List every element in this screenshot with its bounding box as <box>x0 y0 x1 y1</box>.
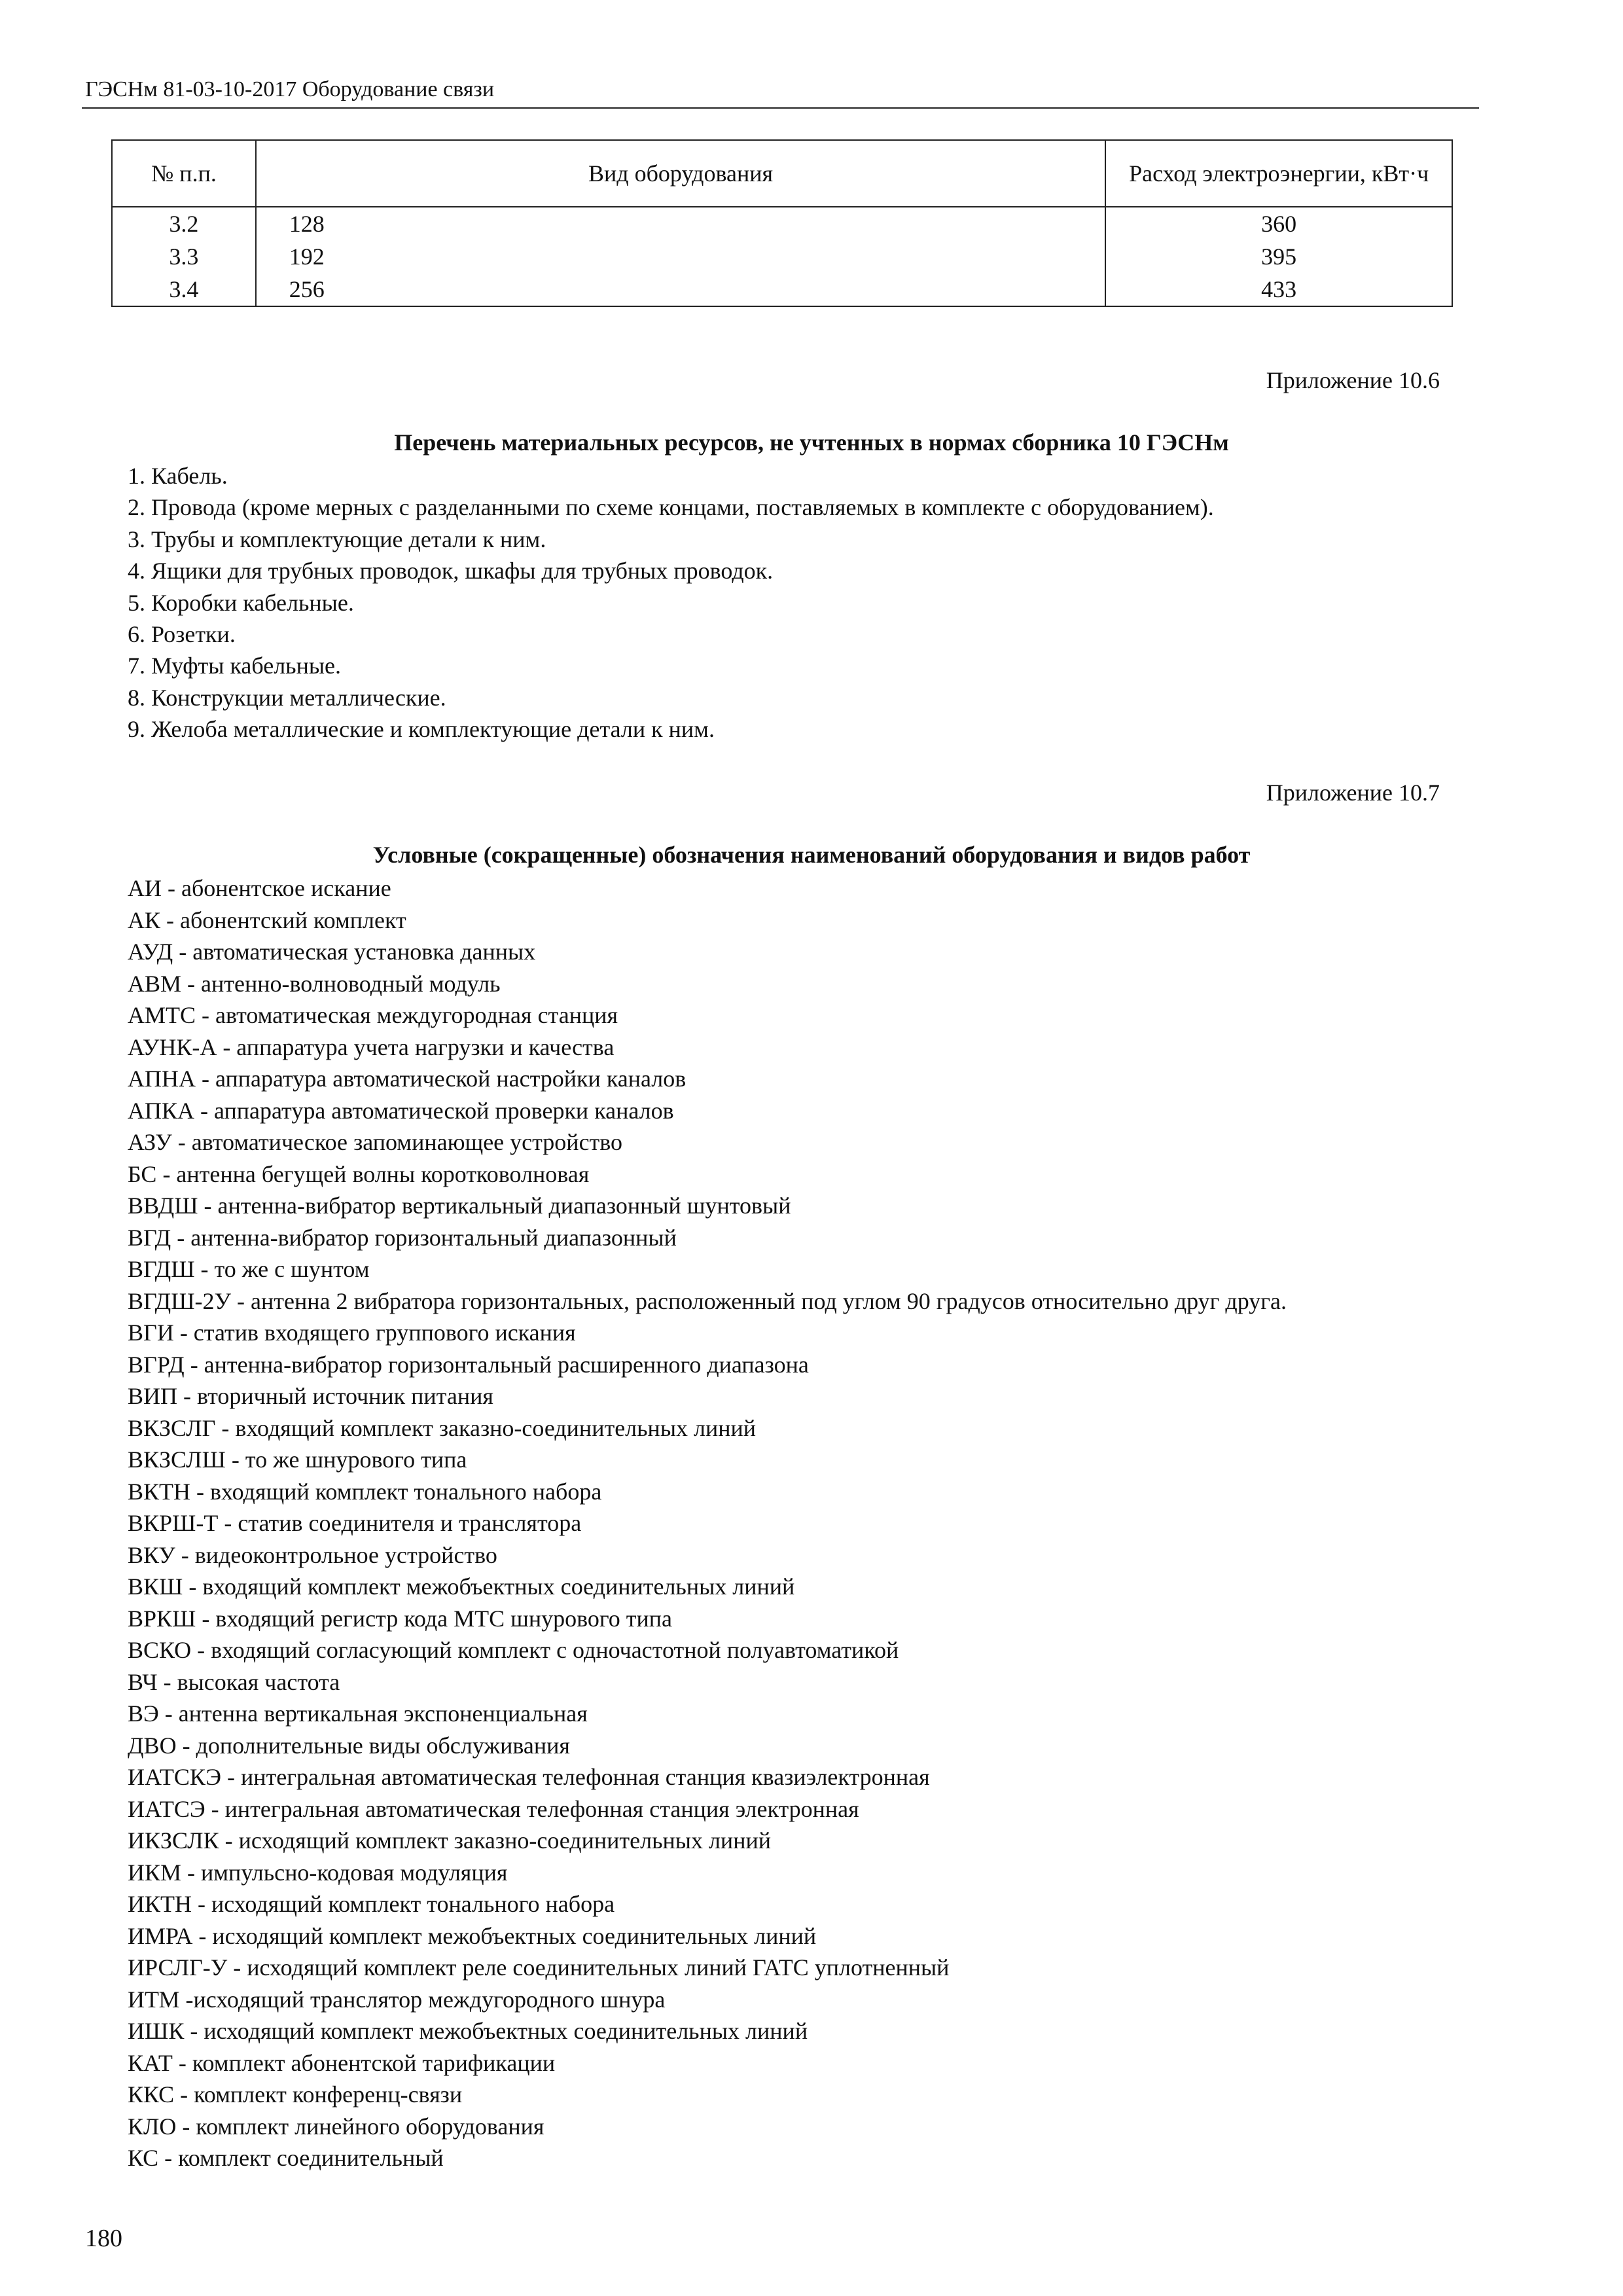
cell-number: 3.2 <box>112 207 256 240</box>
list-item: ДВО - дополнительные виды обслуживания <box>128 1732 570 1759</box>
list-item: ВГДШ-2У - антенна 2 вибратора горизонтальных, расположенный под углом 90 градусов относительно друг друга. <box>128 1287 1287 1314</box>
col-header-equipment: Вид оборудования <box>256 140 1106 207</box>
col-header-number: № п.п. <box>112 140 256 207</box>
list-item: ККС - комплект конференц-связи <box>128 2081 463 2108</box>
list-item: 4. Ящики для трубных проводок, шкафы для трубных проводок. <box>128 558 774 584</box>
list-item: 6. Розетки. <box>128 621 236 648</box>
cell-number: 3.4 <box>112 273 256 306</box>
list-item: АК - абонентский комплект <box>128 906 406 933</box>
list-item: АПНА - аппаратура автоматической настройки каналов <box>128 1066 687 1092</box>
list-item: ВКРШ-Т - статив соединителя и транслятора <box>128 1510 582 1536</box>
cell-power: 395 <box>1105 240 1452 273</box>
list-item: ИКТН - исходящий комплект тонального набора <box>128 1891 615 1917</box>
list-item: ИМРА - исходящий комплект межобъектных соединительных линий <box>128 1922 817 1949</box>
appendix-10-6-label: Приложение 10.6 <box>1266 367 1440 393</box>
list-item: ВГРД - антенна-вибратор горизонтальный расширенного диапазона <box>128 1351 809 1378</box>
list-item: АПКА - аппаратура автоматической проверки каналов <box>128 1097 674 1124</box>
cell-power: 433 <box>1105 273 1452 306</box>
list-item: 5. Коробки кабельные. <box>128 589 354 616</box>
list-item: ИШК - исходящий комплект межобъектных соединительных линий <box>128 2018 808 2044</box>
list-item: ВКТН - входящий комплект тонального набора <box>128 1478 602 1505</box>
list-item: АИ - абонентское искание <box>128 875 391 901</box>
list-item: КЛО - комплект линейного оборудования <box>128 2113 544 2140</box>
appendix-10-7-label: Приложение 10.7 <box>1266 780 1440 806</box>
list-item: ВСКО - входящий согласующий комплект с одночастотной полуавтоматикой <box>128 1637 899 1663</box>
list-item: ВИП - вторичный источник питания <box>128 1383 493 1409</box>
list-item: БС - антенна бегущей волны коротковолновая <box>128 1160 590 1187</box>
table-row <box>112 240 1452 273</box>
list-item: ВГДШ - то же с шунтом <box>128 1256 370 1282</box>
list-item: ИАТСКЭ - интегральная автоматическая телефонная станция квазиэлектронная <box>128 1764 930 1790</box>
list-item: ВКЗСЛГ - входящий комплект заказно-соединительных линий <box>128 1414 757 1441</box>
table-row <box>112 207 1452 240</box>
list-item: КС - комплект соединительный <box>128 2145 444 2171</box>
list-item: 8. Конструкции металлические. <box>128 684 446 711</box>
running-header: ГЭСНм 81-03-10-2017 Оборудование связи <box>85 77 495 101</box>
materials-list <box>128 460 1214 745</box>
list-item: ИРСЛГ-У - исходящий комплект реле соединительных линий ГАТС уплотненный <box>128 1954 950 1981</box>
appendix-10-7-title: Условные (сокращенные) обозначения наименований оборудования и видов работ <box>372 842 1251 868</box>
list-item: ИТМ -исходящий транслятор междугородного шнура <box>128 1986 666 2013</box>
appendix-10-6-title: Перечень материальных ресурсов, не учтенных в нормах сборника 10 ГЭСНм <box>394 429 1229 456</box>
list-item: ВКЗСЛШ - то же шнурового типа <box>128 1446 467 1473</box>
list-item: ВВДШ - антенна-вибратор вертикальный диапазонный шунтовый <box>128 1193 791 1219</box>
col-header-power: Расход электроэнергии, кВт·ч <box>1105 140 1452 207</box>
list-item: ВКШ - входящий комплект межобъектных соединительных линий <box>128 1573 795 1600</box>
list-item: АМТС - автоматическая междугородная станция <box>128 1002 618 1028</box>
page-number: 180 <box>85 2225 122 2252</box>
list-item: 9. Желоба металлические и комплектующие детали к ним. <box>128 716 715 743</box>
equipment-power-table <box>111 139 1453 307</box>
cell-equipment: 256 <box>256 273 1106 306</box>
list-item: ВЧ - высокая частота <box>128 1668 340 1695</box>
list-item: ВКУ - видеоконтрольное устройство <box>128 1541 497 1568</box>
list-item: ВРКШ - входящий регистр кода МТС шнурового типа <box>128 1605 673 1632</box>
table-row <box>112 273 1452 306</box>
list-item: ИАТСЭ - интегральная автоматическая телефонная станция электронная <box>128 1795 859 1822</box>
list-item: ВГИ - статив входящего группового искания <box>128 1319 576 1346</box>
list-item: 1. Кабель. <box>128 463 228 489</box>
list-item: АУД - автоматическая установка данных <box>128 939 536 965</box>
cell-equipment: 128 <box>256 207 1106 240</box>
list-item: АУНК-А - аппаратура учета нагрузки и качества <box>128 1033 615 1060</box>
list-item: 7. Муфты кабельные. <box>128 653 342 679</box>
list-item: 2. Провода (кроме мерных с разделанными по схеме концами, поставляемых в комплекте с оборудованием). <box>128 494 1214 521</box>
table-header-row <box>112 140 1452 207</box>
list-item: ВЭ - антенна вертикальная экспоненциальная <box>128 1700 588 1727</box>
list-item: АВМ - антенно-волноводный модуль <box>128 970 501 997</box>
cell-number: 3.3 <box>112 240 256 273</box>
list-item: ИКМ - импульсно-кодовая модуляция <box>128 1859 508 1886</box>
list-item: ИКЗСЛК - исходящий комплект заказно-соединительных линий <box>128 1827 771 1854</box>
list-item: ВГД - антенна-вибратор горизонтальный диапазонный <box>128 1224 677 1251</box>
cell-power: 360 <box>1105 207 1452 240</box>
list-item: 3. Трубы и комплектующие детали к ним. <box>128 526 546 552</box>
list-item: КАТ - комплект абонентской тарификации <box>128 2049 556 2076</box>
header-rule <box>82 107 1479 109</box>
list-item: АЗУ - автоматическое запоминающее устройство <box>128 1129 623 1155</box>
abbreviations-list <box>85 872 1479 2174</box>
cell-equipment: 192 <box>256 240 1106 273</box>
